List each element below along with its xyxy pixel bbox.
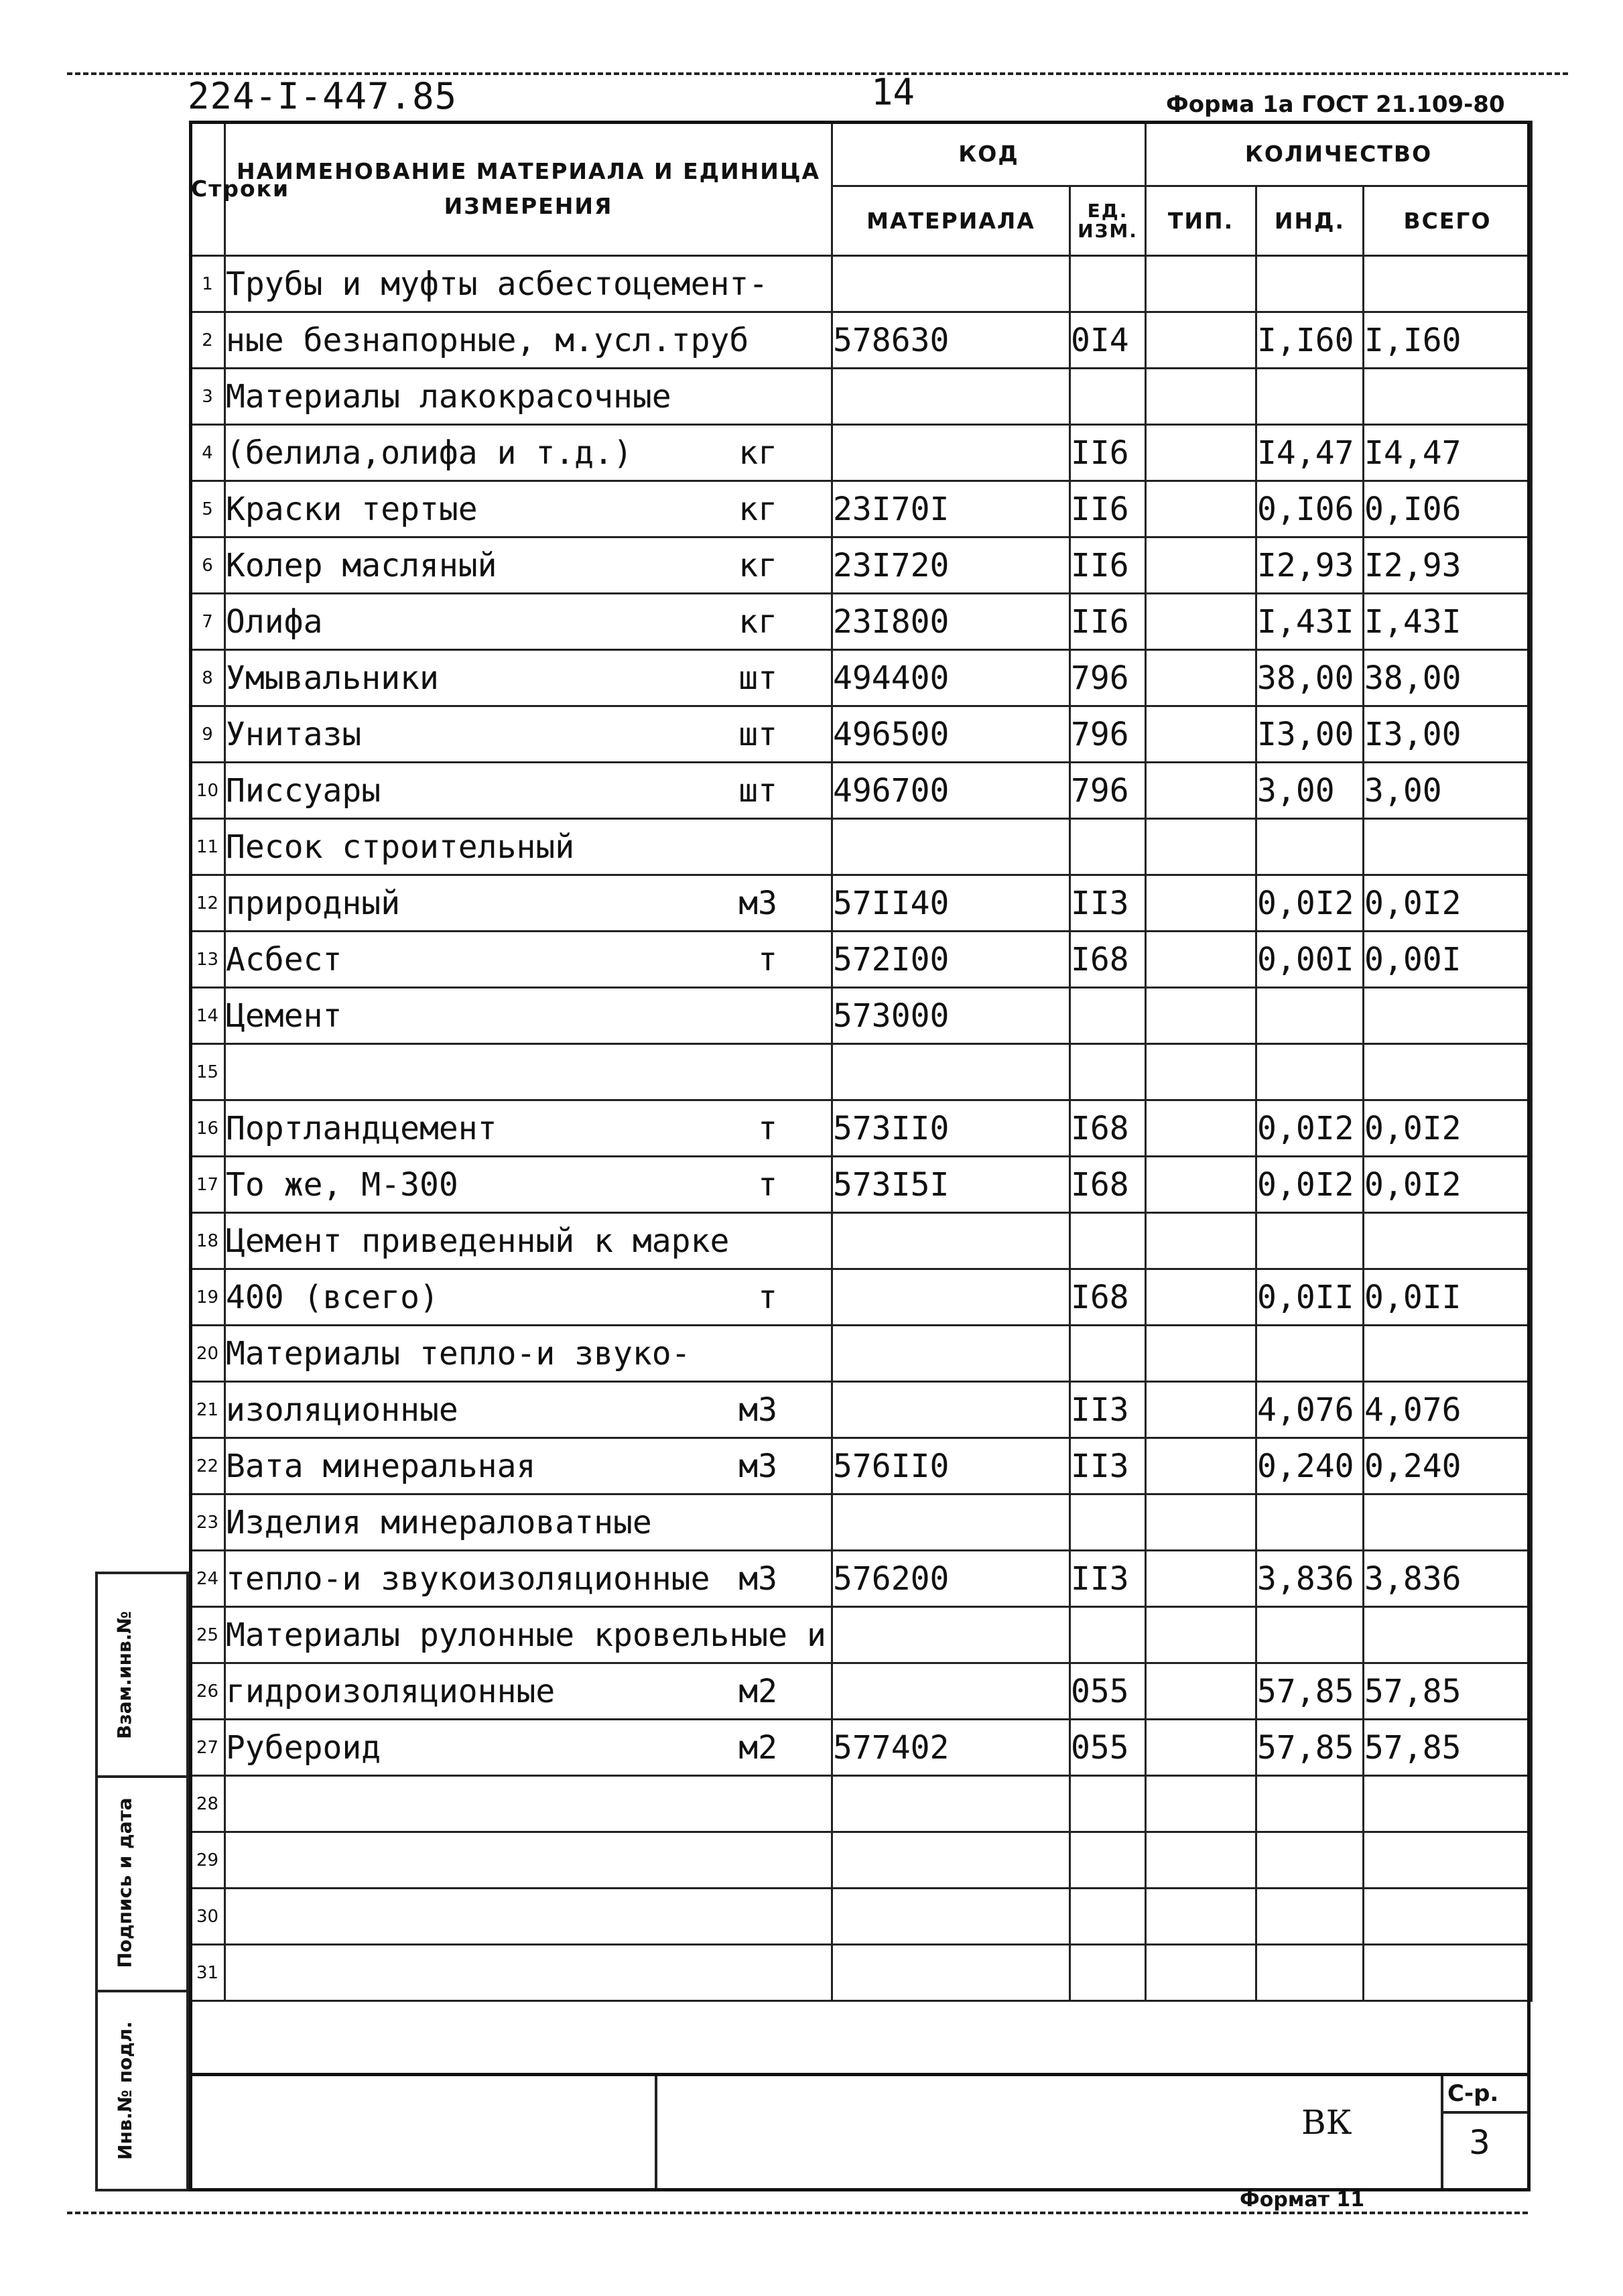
qty-total-cell: 57,85	[1364, 1720, 1532, 1776]
row-number-cell: 31	[190, 1945, 225, 2001]
qty-individual-cell: 0,0I2	[1256, 1157, 1364, 1213]
unit-code-cell: 055	[1070, 1720, 1146, 1776]
approval-sidebar	[95, 1572, 189, 2191]
material-code-cell: 496700	[832, 763, 1070, 819]
sidebar-inv-exchange: Взам.инв.№	[113, 1610, 136, 1739]
material-name: ные безнапорные, м.усл.труб	[226, 321, 749, 359]
material-code-cell: 23I70I	[832, 481, 1070, 537]
qty-total-cell: 4,076	[1364, 1382, 1532, 1438]
unit-code-cell: II6	[1070, 425, 1146, 481]
unit-code-cell: II6	[1070, 594, 1146, 650]
material-unit: м3	[738, 1447, 777, 1485]
row-number-cell: 18	[190, 1213, 225, 1269]
material-name: Материалы рулонные кровельные и	[226, 1616, 826, 1654]
unit-code-cell: II3	[1070, 1438, 1146, 1494]
page-number: 3	[1469, 2123, 1490, 2162]
material-unit: м3	[738, 1391, 777, 1429]
qty-individual-cell: 57,85	[1256, 1663, 1364, 1720]
row-number-cell: 13	[190, 932, 225, 988]
material-name: Краски тертые	[226, 490, 478, 528]
row-number-cell: 22	[190, 1438, 225, 1494]
qty-total-cell: 0,0I2	[1364, 1100, 1532, 1157]
row-number-cell: 16	[190, 1100, 225, 1157]
material-code-cell: 572I00	[832, 932, 1070, 988]
header-material-name: НАИМЕНОВАНИЕ МАТЕРИАЛА И ЕДИНИЦА ИЗМЕРЕНИЯ	[225, 122, 832, 256]
material-name: 400 (всего)	[226, 1278, 439, 1316]
unit-code-cell: 796	[1070, 706, 1146, 763]
material-unit: т	[758, 1109, 777, 1147]
qty-total-cell: I3,00	[1364, 706, 1532, 763]
section-code: ВК	[1301, 2103, 1352, 2142]
qty-individual-cell: 38,00	[1256, 650, 1364, 706]
material-code-cell: 573000	[832, 988, 1070, 1044]
unit-code-cell: I68	[1070, 932, 1146, 988]
material-name: тепло-и звукоизоляционные	[226, 1559, 710, 1598]
qty-individual-cell: 3,836	[1256, 1551, 1364, 1607]
material-unit: кг	[738, 546, 777, 584]
unit-code-cell: 0I4	[1070, 312, 1146, 369]
material-unit: шт	[738, 659, 777, 697]
qty-total-cell: I2,93	[1364, 537, 1532, 594]
material-unit: т	[758, 940, 777, 978]
material-name: Асбест	[226, 940, 342, 978]
qty-total-cell: 3,00	[1364, 763, 1532, 819]
header-material-code: МАТЕРИАЛА	[832, 186, 1070, 256]
qty-total-cell: 0,0I2	[1364, 1157, 1532, 1213]
unit-code-cell: I68	[1070, 1269, 1146, 1326]
material-unit: кг	[738, 602, 777, 641]
material-unit: м3	[738, 884, 777, 922]
document-number: 224-I-447.85	[188, 75, 458, 117]
material-name: Умывальники	[226, 659, 439, 697]
material-unit: м3	[738, 1559, 777, 1598]
row-number-cell: 27	[190, 1720, 225, 1776]
header-unit-code: ЕД. ИЗМ.	[1070, 186, 1146, 256]
qty-individual-cell: I4,47	[1256, 425, 1364, 481]
material-name: Унитазы	[226, 715, 362, 753]
row-number-cell: 28	[190, 1776, 225, 1832]
row-number-cell: 17	[190, 1157, 225, 1213]
material-name: Трубы и муфты асбестоцемент-	[226, 265, 769, 303]
qty-total-cell: 0,0II	[1364, 1269, 1532, 1326]
form-reference: Форма 1а ГОСТ 21.109-80	[1166, 91, 1505, 118]
material-code-cell: 494400	[832, 650, 1070, 706]
material-unit: шт	[738, 715, 777, 753]
header-qty-typical: ТИП.	[1146, 186, 1256, 256]
qty-individual-cell: 0,00I	[1256, 932, 1364, 988]
sheet-mark: 14	[871, 71, 915, 113]
material-name: Вата минеральная	[226, 1447, 536, 1485]
row-number-cell: 2	[190, 312, 225, 369]
material-name: Олифа	[226, 602, 323, 641]
qty-total-cell: 0,0I2	[1364, 875, 1532, 932]
row-number-cell: 19	[190, 1269, 225, 1326]
header-row-number: Строки	[190, 122, 225, 256]
material-code-cell: 578630	[832, 312, 1070, 369]
row-number-cell: 23	[190, 1494, 225, 1551]
sidebar-inv-original: Инв.№ подл.	[113, 2021, 136, 2160]
header-quantity-group: КОЛИЧЕСТВО	[1146, 122, 1532, 186]
unit-code-cell: I68	[1070, 1157, 1146, 1213]
material-code-cell: 23I720	[832, 537, 1070, 594]
material-unit: т	[758, 1165, 777, 1204]
material-code-cell: 576200	[832, 1551, 1070, 1607]
material-name: Цемент	[226, 997, 342, 1035]
row-number-cell: 9	[190, 706, 225, 763]
format-label: Формат 11	[1240, 2188, 1365, 2212]
unit-code-cell: II3	[1070, 1551, 1146, 1607]
material-code-cell: 23I800	[832, 594, 1070, 650]
qty-individual-cell: I3,00	[1256, 706, 1364, 763]
material-unit: м2	[738, 1728, 777, 1767]
unit-code-cell: II6	[1070, 537, 1146, 594]
qty-individual-cell: 4,076	[1256, 1382, 1364, 1438]
material-name: гидроизоляционные	[226, 1672, 556, 1710]
row-number-cell: 3	[190, 369, 225, 425]
material-name: Рубероид	[226, 1728, 381, 1767]
row-number-cell: 25	[190, 1607, 225, 1663]
unit-code-cell: I68	[1070, 1100, 1146, 1157]
qty-individual-cell: I2,93	[1256, 537, 1364, 594]
qty-individual-cell: 0,240	[1256, 1438, 1364, 1494]
header-code-group: КОД	[832, 122, 1146, 186]
qty-individual-cell: I,I60	[1256, 312, 1364, 369]
row-number-cell: 14	[190, 988, 225, 1044]
row-number-cell: 24	[190, 1551, 225, 1607]
qty-total-cell: 0,I06	[1364, 481, 1532, 537]
material-code-cell: 57II40	[832, 875, 1070, 932]
row-number-cell: 15	[190, 1044, 225, 1100]
row-number-cell: 6	[190, 537, 225, 594]
material-name: Материалы лакокрасочные	[226, 377, 671, 416]
qty-total-cell: 0,00I	[1364, 932, 1532, 988]
row-number-cell: 5	[190, 481, 225, 537]
material-name: (белила,олифа и т.д.)	[226, 434, 633, 472]
unit-code-cell: II3	[1070, 1382, 1146, 1438]
qty-individual-cell: 0,0I2	[1256, 875, 1364, 932]
material-name: Песок строительный	[226, 828, 575, 866]
material-name: Изделия минераловатные	[226, 1503, 652, 1541]
row-number-cell: 29	[190, 1832, 225, 1889]
row-number-cell: 1	[190, 256, 225, 312]
qty-total-cell: 57,85	[1364, 1663, 1532, 1720]
qty-total-cell: 38,00	[1364, 650, 1532, 706]
material-name: Писсуары	[226, 771, 381, 810]
row-number-cell: 8	[190, 650, 225, 706]
qty-total-cell: 0,240	[1364, 1438, 1532, 1494]
qty-individual-cell: I,43I	[1256, 594, 1364, 650]
row-number-cell: 11	[190, 819, 225, 875]
material-name: То же, М-300	[226, 1165, 458, 1204]
material-name: Материалы тепло-и звуко-	[226, 1334, 691, 1373]
material-unit: кг	[738, 490, 777, 528]
material-code-cell: 573II0	[832, 1100, 1070, 1157]
row-number-cell: 21	[190, 1382, 225, 1438]
qty-total-cell: 3,836	[1364, 1551, 1532, 1607]
row-number-cell: 4	[190, 425, 225, 481]
qty-individual-cell: 3,00	[1256, 763, 1364, 819]
header-qty-total: ВСЕГО	[1364, 186, 1532, 256]
sidebar-sign-date: Подпись и дата	[113, 1797, 136, 1968]
page-label: С-р.	[1447, 2080, 1499, 2107]
material-unit: шт	[738, 771, 777, 810]
bottom-rule	[67, 2212, 1528, 2214]
unit-code-cell: II3	[1070, 875, 1146, 932]
material-code-cell: 573I5I	[832, 1157, 1070, 1213]
qty-individual-cell: 0,0I2	[1256, 1100, 1364, 1157]
material-unit: м2	[738, 1672, 777, 1710]
material-name: изоляционные	[226, 1391, 458, 1429]
page-frame	[189, 121, 1531, 2191]
qty-individual-cell: 0,0II	[1256, 1269, 1364, 1326]
material-name: Колер масляный	[226, 546, 497, 584]
qty-individual-cell: 57,85	[1256, 1720, 1364, 1776]
row-number-cell: 7	[190, 594, 225, 650]
unit-code-cell: 796	[1070, 650, 1146, 706]
material-code-cell: 576II0	[832, 1438, 1070, 1494]
unit-code-cell: 055	[1070, 1663, 1146, 1720]
material-unit: кг	[738, 434, 777, 472]
qty-individual-cell: 0,I06	[1256, 481, 1364, 537]
row-number-cell: 26	[190, 1663, 225, 1720]
material-name: Портландцемент	[226, 1109, 497, 1147]
qty-total-cell: I,I60	[1364, 312, 1532, 369]
row-number-cell: 10	[190, 763, 225, 819]
row-number-cell: 30	[190, 1889, 225, 1945]
material-name: Цемент приведенный к марке	[226, 1222, 730, 1260]
qty-total-cell: I,43I	[1364, 594, 1532, 650]
qty-total-cell: I4,47	[1364, 425, 1532, 481]
material-unit: т	[758, 1278, 777, 1316]
material-name: природный	[226, 884, 401, 922]
material-code-cell: 496500	[832, 706, 1070, 763]
unit-code-cell: II6	[1070, 481, 1146, 537]
material-code-cell: 577402	[832, 1720, 1070, 1776]
unit-code-cell: 796	[1070, 763, 1146, 819]
row-number-cell: 20	[190, 1326, 225, 1382]
row-number-cell: 12	[190, 875, 225, 932]
header-qty-individual: ИНД.	[1256, 186, 1364, 256]
